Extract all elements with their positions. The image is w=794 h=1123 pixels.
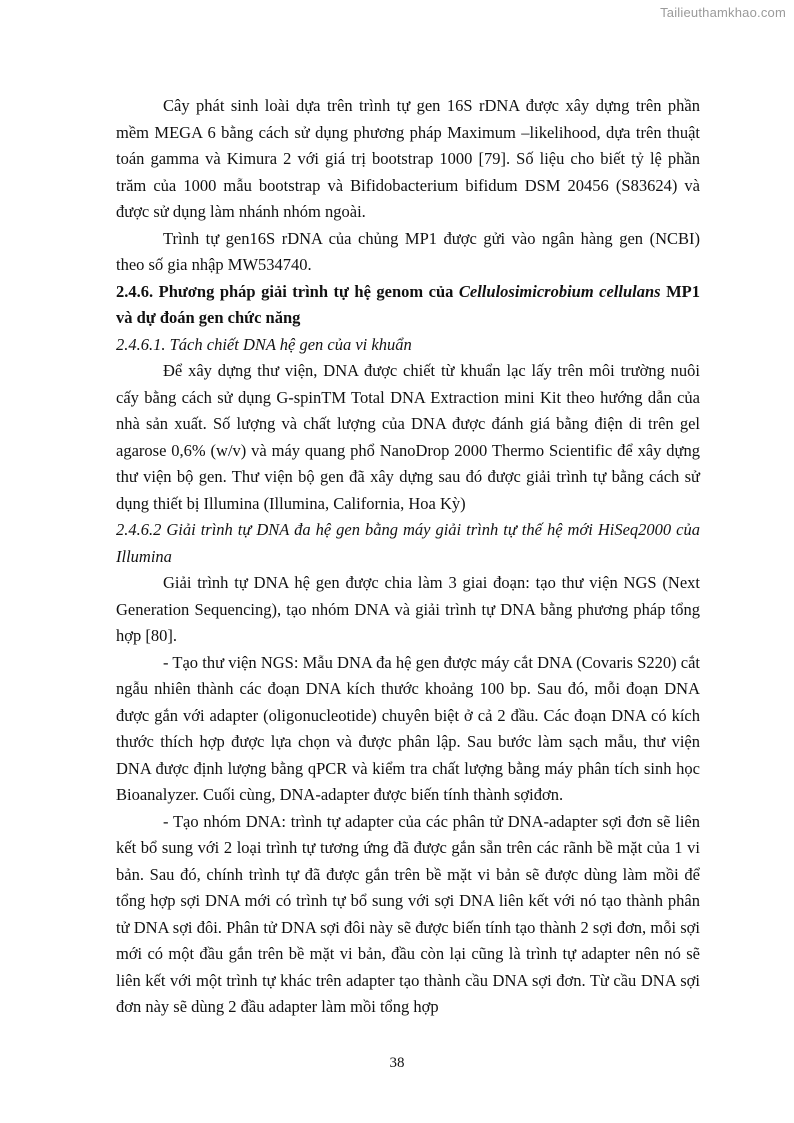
paragraph-genbank-accession: Trình tự gen16S rDNA của chủng MP1 được gửi vào ngân hàng gen (NCBI) theo số gia nhập MW534740. — [116, 228, 700, 274]
page-number: 38 — [389, 1055, 405, 1071]
section-heading-2-4-6 — [116, 279, 700, 332]
paragraph-dna-cluster: - Tạo nhóm DNA: trình tự adapter của các phân tử DNA-adapter sợi đơn sẽ liên kết bổ sung với 2 loại trình tự tương ứng đã được gắn sẵn trên các rãnh bề mặt của 1 vi bản. Sau đó, chính trình tự đã được gắn trên bề mặt vi bản sẽ được dùng làm mồi để tổng hợp sợi DNA mới có trình tự bổ sung với sợi DNA liên kết với nó tạo thành phân tử DNA sợi đôi. Phân tử DNA sợi đôi này sẽ được biến tính tạo thành 2 sợi đơn, mỗi sợi mới có một đầu gắn trên bề mặt vi bản, đầu còn lại cũng là trình tự adapter nên nó sẽ liên kết với một trình tự khác trên adapter tạo thành cầu DNA sợi đơn. Từ cầu DNA sợi đơn này sẽ dùng 2 đầu adapter làm mồi tổng hợp — [116, 811, 700, 1016]
subsection-heading-2-4-6-1: 2.4.6.1. Tách chiết DNA hệ gen của vi khuẩn — [116, 334, 412, 354]
section-heading-prefix: 2.4.6. Phương pháp giải trình tự hệ genom của — [116, 281, 459, 301]
watermark: Tailieuthamkhao.com — [660, 5, 786, 20]
section-heading-suffix: MP1 và dự đoán gen chức năng — [116, 281, 700, 327]
page-body — [116, 93, 700, 1021]
paragraph-sequencing-intro: Giải trình tự DNA hệ gen được chia làm 3 giai đoạn: tạo thư viện NGS (Next Generation Sequencing), tạo nhóm DNA và giải trình tự DNA bằng phương pháp tổng hợp [80]. — [116, 573, 700, 645]
paragraph-ngs-library: - Tạo thư viện NGS: Mẫu DNA đa hệ gen được máy cắt DNA (Covaris S220) cắt ngẫu nhiên thành các đoạn DNA kích thước khoảng 100 bp. Sau đó, mỗi đoạn DNA được gắn với adapter (oligonucleotide) chuyên biệt ở cả 2 đầu. Các đoạn DNA có kích thước thích hợp được lựa chọn và được phân lập. Sau bước làm sạch mẫu, thư viện DNA được định lượng bằng qPCR và kiểm tra chất lượng bằng máy phân tích sinh học Bioanalyzer. Cuối cùng, DNA-adapter được biến tính thành sợiđơn. — [116, 652, 700, 804]
paragraph-phylogenetic-tree: Cây phát sinh loài dựa trên trình tự gen 16S rDNA được xây dựng trên phần mềm MEGA 6 bằng cách sử dụng phương pháp Maximum –likelihood, dựa trên thuật toán gamma và Kimura 2 với giá trị bootstrap 1000 [79]. Số liệu cho biết tỷ lệ phần trăm của 1000 mẫu bootstrap và Bifidobacterium bifidum DSM 20456 (S83624) và được sử dụng làm nhánh nhóm ngoài. — [116, 96, 700, 221]
species-name: Cellulosimicrobium cellulans — [458, 281, 661, 301]
paragraph-dna-extraction: Để xây dựng thư viện, DNA được chiết từ khuẩn lạc lấy trên môi trường nuôi cấy bằng cách sử dụng G-spinTM Total DNA Extraction mini Kit theo hướng dẫn của nhà sản xuất. Số lượng và chất lượng của DNA được đánh giá bằng điện di trên gel agarose 0,6% (w/v) và máy quang phổ NanoDrop 2000 Thermo Scientific để xây dựng thư viện bộ gen. Thư viện bộ gen đã xây dựng sau đó được giải trình tự bằng cách sử dụng thiết bị Illumina (Illumina, California, Hoa Kỳ) — [116, 361, 700, 513]
subsection-heading-2-4-6-2: 2.4.6.2 Giải trình tự DNA đa hệ gen bằng máy giải trình tự thế hệ mới HiSeq2000 của Illumina — [116, 520, 700, 566]
